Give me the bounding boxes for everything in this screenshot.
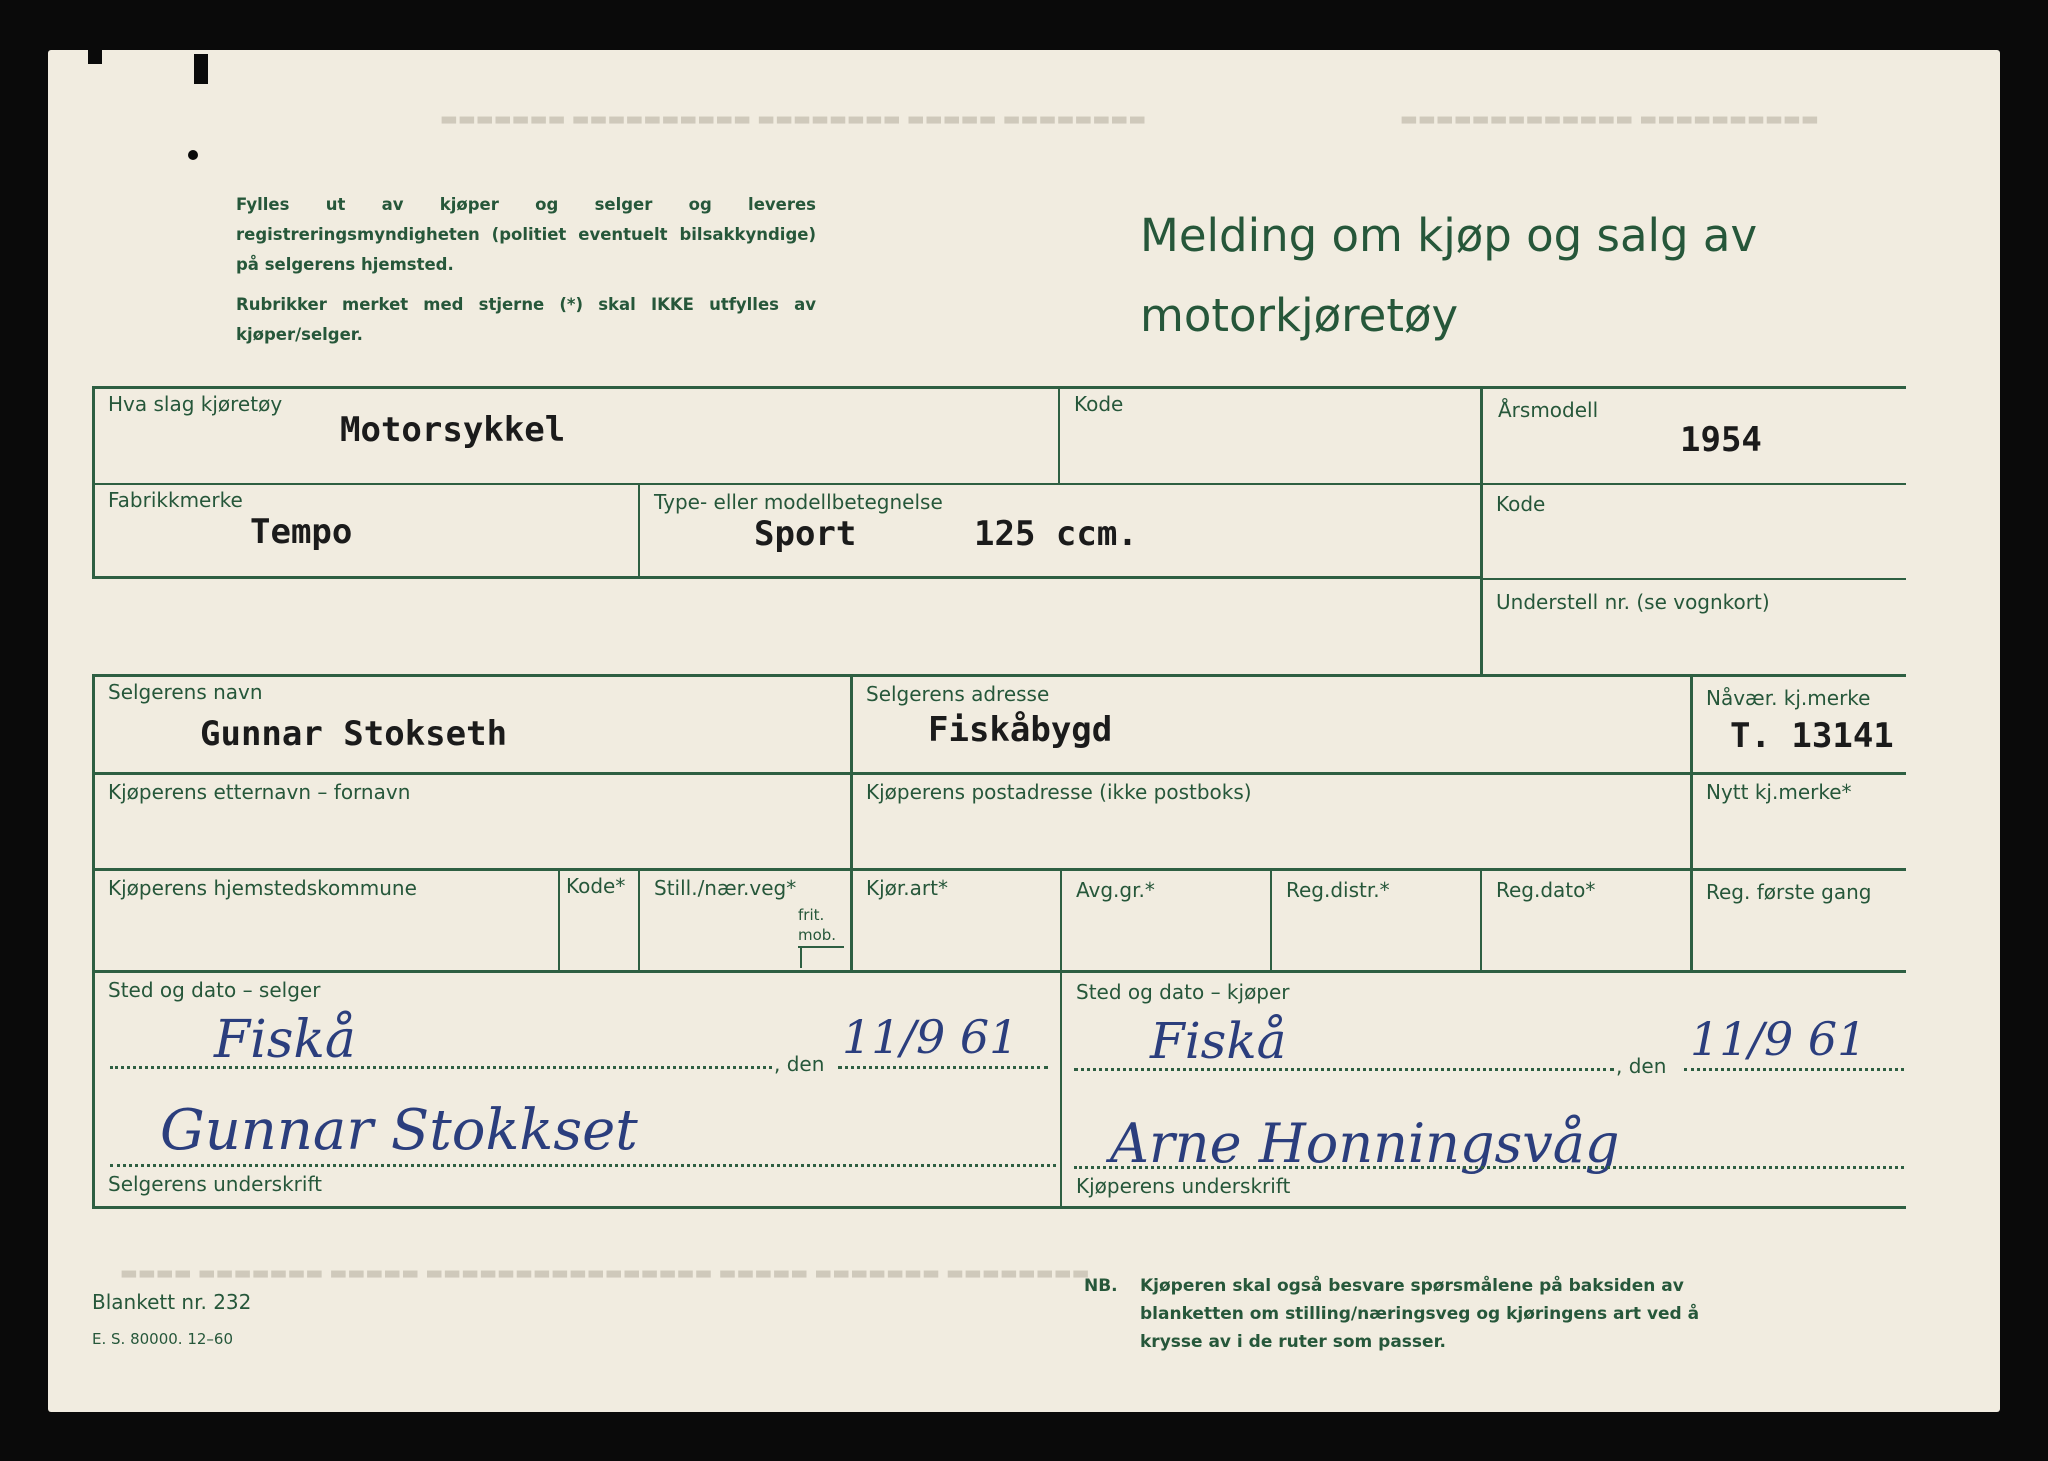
current-plate-label: Nåvær. kj.merke [1706, 686, 1871, 710]
vehicle-col-divider [638, 483, 640, 576]
vehicle-row-divider [92, 483, 1906, 485]
instructions-block [236, 190, 816, 360]
buyer-place-value: Fiskå [1150, 1012, 1287, 1070]
nb-key: NB. [1084, 1276, 1118, 1296]
vehicle-table-top [92, 386, 1906, 389]
parties-row-divider [92, 868, 1906, 871]
parties-row-divider [92, 970, 1906, 973]
seller-place-dotted-line [110, 1066, 772, 1069]
seller-signature-dotted-line [110, 1164, 1056, 1167]
vehicle-model-label: Type- eller modellbetegnelse [654, 490, 943, 514]
vehicle-table-bottom-left [92, 576, 1482, 579]
seller-address-value: Fiskåbygd [928, 710, 1113, 750]
buyer-municipality-label: Kjøperens hjemstedskommune [108, 876, 417, 900]
vehicle-right-divider [1480, 578, 1906, 580]
parties-col-divider [558, 868, 560, 970]
reg-dato-label: Reg.dato* [1496, 878, 1596, 902]
buyer-place-dotted-line [1074, 1068, 1614, 1071]
seller-place-label: Sted og dato – selger [108, 978, 321, 1002]
bleed-through-text: ▬▬▬▬ ▬▬▬▬▬▬▬ ▬▬▬▬▬ ▬▬▬▬▬▬▬▬▬▬▬▬▬▬▬▬ ▬▬▬▬▬ ▬▬▬▬▬▬▬ ▬▬▬▬▬▬▬▬ [120, 1262, 1090, 1284]
occupation-label: Still./nær.veg* [654, 876, 797, 900]
buyer-signature-dotted-line [1074, 1166, 1904, 1169]
parties-col-divider [1480, 868, 1482, 970]
buyer-address-label: Kjøperens postadresse (ikke postboks) [866, 780, 1252, 804]
seller-signature-label: Selgerens underskrift [108, 1172, 322, 1196]
buyer-den-label: , den [1616, 1054, 1667, 1078]
torn-corner-mark [188, 150, 198, 160]
bleed-through-text: ▬▬▬▬▬▬▬ ▬▬▬▬▬▬▬▬▬▬ ▬▬▬▬▬▬▬▬ ▬▬▬▬▬ ▬▬▬▬▬▬▬▬ [440, 108, 1147, 130]
buyer-name-label: Kjøperens etternavn – fornavn [108, 780, 411, 804]
form-number: Blankett nr. 232 [92, 1290, 252, 1314]
form-title-line1: Melding om kjøp og salg av [1140, 209, 1758, 262]
bleed-through-text: ▬▬▬▬▬▬▬▬▬▬▬▬▬ ▬▬▬▬▬▬▬▬▬▬ [1400, 108, 1819, 130]
instructions-star-note: Rubrikker merket med stjerne (*) skal IKKE utfylles av kjøper/selger. [236, 295, 816, 344]
vehicle-type-value: Motorsykkel [340, 410, 566, 450]
reg-distr-label: Reg.distr.* [1286, 878, 1390, 902]
reg-first-label: Reg. første gang [1706, 880, 1872, 904]
parties-col-divider [1690, 674, 1693, 970]
buyer-signature-label: Kjøperens underskrift [1076, 1174, 1291, 1198]
parties-col-divider [850, 674, 853, 970]
parties-col-divider [1270, 868, 1272, 970]
mob-label: mob. [798, 926, 837, 944]
vehicle-type-label: Hva slag kjøretøy [108, 392, 283, 416]
new-plate-label: Nytt kj.merke* [1706, 780, 1852, 804]
seller-name-label: Selgerens navn [108, 680, 263, 704]
vehicle-kode-label: Kode [1074, 392, 1124, 416]
instructions-fill-note: Fylles ut av kjøper og selger og leveres registreringsmyndigheten (politiet eventuelt bilsakkyndige) på selgerens hjemsted. [236, 195, 816, 274]
vehicle-model-value: Sport [754, 514, 857, 554]
avg-gr-label: Avg.gr.* [1076, 878, 1155, 902]
vehicle-chassis-label: Understell nr. (se vognkort) [1496, 590, 1770, 614]
seller-place-value: Fiskå [214, 1010, 356, 1070]
seller-den-label: , den [774, 1052, 825, 1076]
torn-corner-mark [194, 54, 208, 84]
form-title-line2: motorkjøretøy [1140, 289, 1459, 342]
seller-date-value: 11/9 61 [842, 1010, 1019, 1064]
print-info: E. S. 80000. 12–60 [92, 1330, 233, 1348]
vehicle-make-label: Fabrikkmerke [108, 488, 243, 512]
kode-star-label: Kode* [566, 874, 626, 898]
seller-date-dotted-line [838, 1066, 1048, 1069]
seller-address-label: Selgerens adresse [866, 682, 1050, 706]
parties-row-divider [92, 772, 1906, 775]
seller-name-value: Gunnar Stokseth [200, 714, 508, 754]
frit-mob-underline [798, 946, 844, 948]
vehicle-col-divider [1058, 386, 1060, 483]
parties-col-divider [1060, 868, 1062, 1206]
kjor-art-label: Kjør.art* [866, 876, 948, 900]
vehicle-left-border [92, 386, 95, 578]
parties-col-divider [638, 868, 640, 970]
vehicle-kode2-label: Kode [1496, 492, 1546, 516]
buyer-date-dotted-line [1684, 1068, 1904, 1071]
parties-table-bottom [92, 1206, 1906, 1209]
buyer-signature-value: Arne Honningsvåg [1110, 1112, 1620, 1175]
buyer-place-label: Sted og dato – kjøper [1076, 980, 1290, 1004]
torn-corner-mark [88, 48, 102, 64]
frit-mob-tick [800, 946, 802, 968]
vehicle-ccm-value: 125 ccm. [974, 514, 1138, 554]
parties-left-border [92, 674, 95, 1208]
seller-signature-value: Gunnar Stokkset [160, 1098, 638, 1163]
vehicle-make-value: Tempo [250, 512, 353, 552]
parties-table-top [92, 674, 1906, 677]
frit-label: frit. [798, 906, 825, 924]
vehicle-col-divider [1480, 386, 1483, 676]
buyer-date-value: 11/9 61 [1690, 1012, 1867, 1066]
current-plate-value: T. 13141 [1730, 716, 1894, 756]
nb-text: Kjøperen skal også besvare spørsmålene på baksiden av blanketten om stilling/næringsveg og kjøringens art ved å krysse av i de ruter som passer. [1140, 1276, 1700, 1352]
vehicle-year-label: Årsmodell [1498, 398, 1599, 422]
form-title [1140, 196, 1860, 356]
vehicle-year-value: 1954 [1680, 420, 1762, 460]
